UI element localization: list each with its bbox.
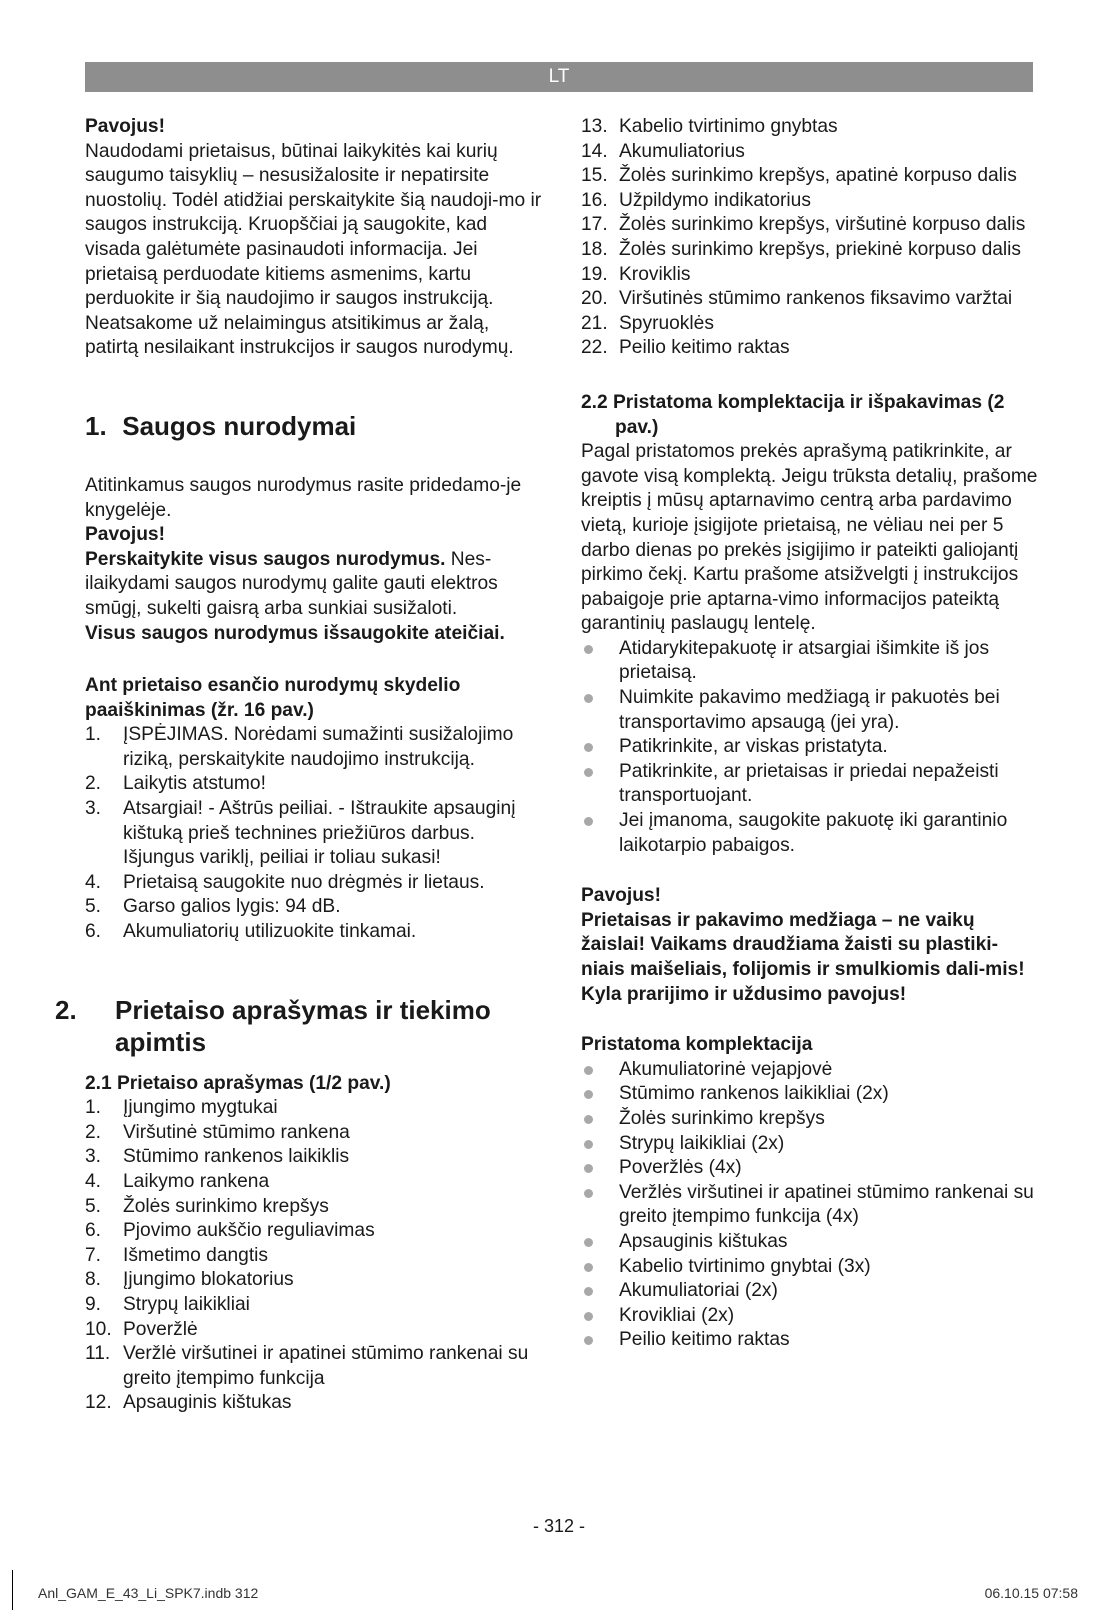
list-item-text: Viršutinės stūmimo rankenos fiksavimo varžtai xyxy=(619,288,1013,310)
list-item-text: Kabelio tvirtinimo gnybtas xyxy=(619,116,838,137)
list-item-number: 8. xyxy=(85,1269,102,1291)
device-parts-list-continued xyxy=(581,115,1041,361)
list-item-text: Veržlė viršutinei ir apatinei stūmimo rankenai su greito įtempimo funkcija xyxy=(123,1343,529,1389)
unpacking-steps-list xyxy=(581,637,1041,858)
list-item-text: ĮSPĖJIMAS. Norėdami sumažinti susižalojimo riziką, perskaitykite naudojimo instrukciją. xyxy=(123,724,514,770)
section-2-1-heading: 2.1 Prietaiso aprašymas (1/2 pav.) xyxy=(85,1072,391,1094)
list-item-number: 10. xyxy=(85,1318,112,1340)
list-item xyxy=(581,115,1041,140)
list-item xyxy=(581,213,1041,238)
list-item xyxy=(85,1195,545,1220)
list-item-number: 18. xyxy=(581,238,608,260)
bullet-item: Peilio keitimo raktas xyxy=(581,1328,1041,1353)
supply-heading: Pristatoma komplektacija xyxy=(581,1034,813,1056)
list-item-text: Viršutinė stūmimo rankena xyxy=(123,1121,350,1143)
list-item-number: 7. xyxy=(85,1244,102,1266)
list-item xyxy=(85,772,545,797)
language-code: LT xyxy=(548,66,570,87)
list-item xyxy=(85,895,545,920)
device-parts-list xyxy=(85,1096,545,1416)
list-item-text: Akumuliatorius xyxy=(619,140,745,162)
section-1-heading: 1. Saugos nurodymai xyxy=(85,410,357,441)
bullet-item: Krovikliai (2x) xyxy=(581,1304,1041,1329)
bullet-item: Atidarykitepakuotę ir atsargiai išimkite iš jos prietaisą. xyxy=(581,637,1041,686)
list-item-number: 6. xyxy=(85,1220,102,1242)
list-item-number: 1. xyxy=(85,1097,102,1119)
list-item-text: Poveržlė xyxy=(123,1318,198,1340)
list-item xyxy=(85,1318,545,1343)
right-column xyxy=(581,115,1041,1353)
list-item-text: Žolės surinkimo krepšys, priekinė korpuso dalis xyxy=(619,238,1022,260)
list-item xyxy=(85,797,545,871)
delivery-check-text: Pagal pristatomos prekės aprašymą patikrinkite, ar gavote visą komplektą. Jeigu trūksta detalių, prašome kreiptis į mūsų aptarnavimo centrą arba pardavimo vietą, kurioje įsigijote prietaisą, ne vėliau nei per 5 darbo dienas po prekės įsigijimo ir pateikti galiojantį pirkimo čekį. Kartu prašome atsižvelgti į instrukcijos pabaigoje prie aptarna-vimo informacijos pateiktą garantinių paslaugų lentelę. xyxy=(581,441,1038,635)
section-2-2-heading: 2.2 Pristatoma komplektacija ir išpakavimas (2 pav.) xyxy=(581,391,1005,438)
list-item xyxy=(581,312,1041,337)
list-item-number: 5. xyxy=(85,896,102,918)
bullet-item: Patikrinkite, ar prietaisas ir priedai nepažeisti transportuojant. xyxy=(581,760,1041,809)
supply-items-list xyxy=(581,1058,1041,1353)
list-item-text: Pjovimo aukščio reguliavimas xyxy=(123,1220,375,1242)
list-item xyxy=(581,287,1041,312)
bullet-item: Akumuliatorinė vejapjovė xyxy=(581,1058,1041,1083)
list-item-number: 14. xyxy=(581,140,608,162)
bullet-item: Veržlės viršutinei ir apatinei stūmimo rankenai su greito įtempimo funkcija (4x) xyxy=(581,1181,1041,1230)
list-item-number: 17. xyxy=(581,214,608,236)
bullet-item: Jei įmanoma, saugokite pakuotę iki garantinio laikotarpio pabaigos. xyxy=(581,809,1041,858)
list-item xyxy=(85,1121,545,1146)
list-item xyxy=(85,920,545,945)
list-item xyxy=(581,263,1041,288)
panel-legend-heading: Ant prietaiso esančio nurodymų skydelio paaiškinimas (žr. 16 pav.) xyxy=(85,675,461,721)
left-column xyxy=(55,115,545,1416)
trim-line xyxy=(12,1570,13,1610)
list-item xyxy=(85,1293,545,1318)
list-item-number: 22. xyxy=(581,337,608,359)
danger2-title: Pavojus! xyxy=(581,885,661,907)
list-item-text: Garso galios lygis: 94 dB. xyxy=(123,896,341,918)
list-item-number: 11. xyxy=(85,1343,111,1365)
bullet-item: Stūmimo rankenos laikikliai (2x) xyxy=(581,1082,1041,1107)
list-item-text: Išmetimo dangtis xyxy=(123,1244,269,1266)
list-item-number: 19. xyxy=(581,263,608,285)
list-item xyxy=(581,238,1041,263)
list-item-number: 20. xyxy=(581,288,608,310)
list-item-number: 9. xyxy=(85,1293,102,1315)
bullet-item: Kabelio tvirtinimo gnybtai (3x) xyxy=(581,1255,1041,1280)
s1-danger-title: Pavojus! xyxy=(85,524,165,546)
panel-legend-list xyxy=(85,723,545,944)
list-item-text: Spyruoklės xyxy=(619,312,714,334)
list-item-text: Įjungimo mygtukai xyxy=(123,1097,278,1119)
list-item-text: Akumuliatorių utilizuokite tinkamai. xyxy=(123,921,417,943)
list-item xyxy=(85,723,545,772)
list-item-number: 4. xyxy=(85,871,102,893)
danger-title: Pavojus! xyxy=(85,116,165,137)
danger2-text: Prietaisas ir pakavimo medžiaga – ne vaikų žaislai! Vaikams draudžiama žaisti su plastiki-niais maišeliais, folijomis ir smulkiomis dali-mis! Kyla prarijimo ir uždusimo pavojus! xyxy=(581,909,1025,1005)
list-item-text: Prietaisą saugokite nuo drėgmės ir lietaus. xyxy=(123,871,485,893)
list-item xyxy=(581,336,1041,361)
list-item xyxy=(85,1342,545,1391)
list-item-text: Strypų laikikliai xyxy=(123,1293,250,1315)
bullet-item: Patikrinkite, ar viskas pristatyta. xyxy=(581,735,1041,760)
list-item-text: Apsauginis kištukas xyxy=(123,1392,292,1414)
list-item-text: Atsargiai! - Aštrūs peiliai. - Ištraukite apsauginį kištuką prieš technines priežiūros darbus. Išjungus variklį, peiliai ir toliau sukasi! xyxy=(123,798,516,869)
bullet-item: Akumuliatoriai (2x) xyxy=(581,1279,1041,1304)
list-item xyxy=(581,164,1041,189)
list-item-text: Įjungimo blokatorius xyxy=(123,1269,294,1291)
list-item-text: Žolės surinkimo krepšys, viršutinė korpuso dalis xyxy=(619,214,1026,236)
list-item-text: Žolės surinkimo krepšys xyxy=(123,1195,329,1217)
bullet-item: Nuimkite pakavimo medžiagą ir pakuotės bei transportavimo apsaugą (jei yra). xyxy=(581,686,1041,735)
list-item-number: 4. xyxy=(85,1171,102,1192)
list-item-number: 21. xyxy=(581,312,608,334)
list-item-text: Kroviklis xyxy=(619,263,691,285)
list-item-number: 3. xyxy=(85,798,102,820)
list-item-number: 3. xyxy=(85,1146,102,1168)
footer-timestamp: 06.10.15 07:58 xyxy=(984,1585,1078,1601)
page-number: - 312 - xyxy=(532,1516,586,1536)
section-2-heading: 2. Prietaiso aprašymas ir tiekimo apimtis xyxy=(55,994,491,1057)
list-item xyxy=(85,1145,545,1170)
list-item-text: Stūmimo rankenos laikiklis xyxy=(123,1146,350,1168)
list-item-number: 16. xyxy=(581,189,608,211)
bullet-item: Apsauginis kištukas xyxy=(581,1230,1041,1255)
list-item-number: 15. xyxy=(581,165,608,187)
list-item xyxy=(581,140,1041,165)
list-item-number: 12. xyxy=(85,1392,112,1414)
read-safety-text: Perskaitykite visus saugos nurodymus. Nes-ilaikydami saugos nurodymų galite gauti elektros smūgį, sukelti gaisrą arba sunkiai susižaloti. xyxy=(85,548,498,619)
list-item xyxy=(85,1391,545,1416)
bullet-item: Strypų laikikliai (2x) xyxy=(581,1132,1041,1157)
list-item xyxy=(85,1219,545,1244)
list-item-number: 1. xyxy=(85,724,102,746)
list-item xyxy=(85,1096,545,1121)
list-item xyxy=(85,1244,545,1269)
footer-filename: Anl_GAM_E_43_Li_SPK7.indb 312 xyxy=(38,1585,259,1601)
list-item-number: 6. xyxy=(85,921,102,943)
list-item-text: Žolės surinkimo krepšys, apatinė korpuso dalis xyxy=(619,165,1017,187)
safety-booklet-text: Atitinkamus saugos nurodymus rasite pridedamo-je knygelėje. xyxy=(85,474,522,521)
list-item xyxy=(85,1170,545,1195)
list-item-text: Laikytis atstumo! xyxy=(123,773,266,795)
list-item-text: Peilio keitimo raktas xyxy=(619,337,790,359)
list-item-number: 2. xyxy=(85,1121,102,1143)
list-item-number: 5. xyxy=(85,1195,102,1217)
list-item-number: 2. xyxy=(85,773,102,795)
language-header-bar xyxy=(85,62,1033,92)
danger-text: Naudodami prietaisus, būtinai laikykitės kai kurių saugumo taisyklių – nesusižalosite ir nepatirsite nuostolių. Todėl atidžiai perskaitykite šią naudoji-mo ir saugos instrukciją. Kruopščiai ją saugokite, kad visada galėtumėte pasinaudoti informacija. Jei prietaisą perduodate kitiems asmenims, kartu perduokite ir šią naudojimo ir saugos instrukciją. Neatsakome už nelaimingus atsitikimus ar žalą, patirtą nesilaikant instrukcijos ir saugos nurodymų. xyxy=(85,140,542,359)
bullet-item: Poveržlės (4x) xyxy=(581,1156,1041,1181)
list-item-text: Užpildymo indikatorius xyxy=(619,189,811,211)
bullet-item: Žolės surinkimo krepšys xyxy=(581,1107,1041,1132)
list-item xyxy=(85,871,545,896)
list-item xyxy=(85,1268,545,1293)
keep-safety-text: Visus saugos nurodymus išsaugokite ateičiai. xyxy=(85,622,505,644)
list-item-text: Laikymo rankena xyxy=(123,1171,270,1192)
list-item-number: 13. xyxy=(581,116,608,137)
list-item xyxy=(581,189,1041,214)
